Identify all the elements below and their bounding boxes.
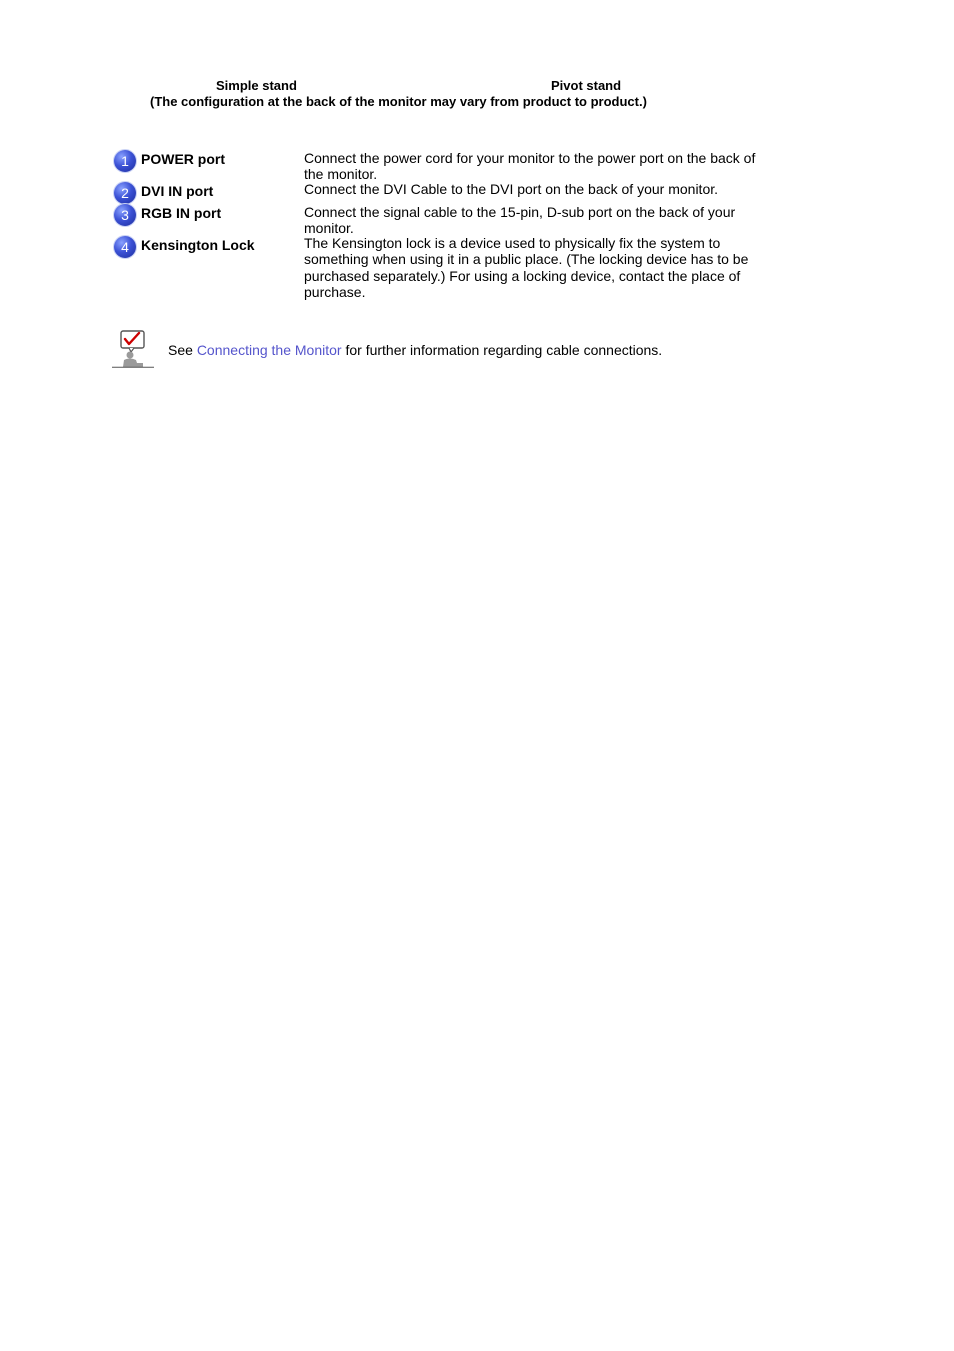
port-label: DVI IN port — [141, 183, 214, 199]
configuration-note: (The configuration at the back of the monitor may vary from product to product.) — [150, 94, 647, 109]
port-description: Connect the power cord for your monitor to the power port on the back of the monitor. — [304, 150, 756, 183]
note-checkmark-icon — [112, 330, 154, 368]
port-label: Kensington Lock — [141, 237, 255, 253]
number-badge-icon: 2 — [114, 182, 136, 204]
number-badge-icon: 3 — [114, 204, 136, 226]
number-badge-icon: 1 — [114, 150, 136, 172]
simple-stand-caption: Simple stand — [216, 78, 297, 93]
cable-note — [112, 330, 812, 370]
port-description: Connect the signal cable to the 15-pin, D-sub port on the back of your monitor. — [304, 204, 736, 237]
connecting-the-monitor-link[interactable]: Connecting the Monitor — [196, 342, 342, 358]
note-text — [168, 342, 662, 358]
pivot-stand-caption: Pivot stand — [551, 78, 622, 93]
note-suffix: for further information regarding cable connections. — [341, 342, 663, 358]
number-badge-icon: 4 — [114, 236, 136, 258]
port-label: RGB IN port — [141, 205, 222, 221]
port-description: The Kensington lock is a device used to physically fix the system to something when using it in a public place. (The locking device has to be purchased separately.) For using a locking device, contact the place of purchase. — [304, 235, 749, 300]
port-description: Connect the DVI Cable to the DVI port on the back of your monitor. — [304, 181, 719, 197]
port-label: POWER port — [141, 151, 225, 167]
note-prefix: See — [168, 342, 197, 358]
